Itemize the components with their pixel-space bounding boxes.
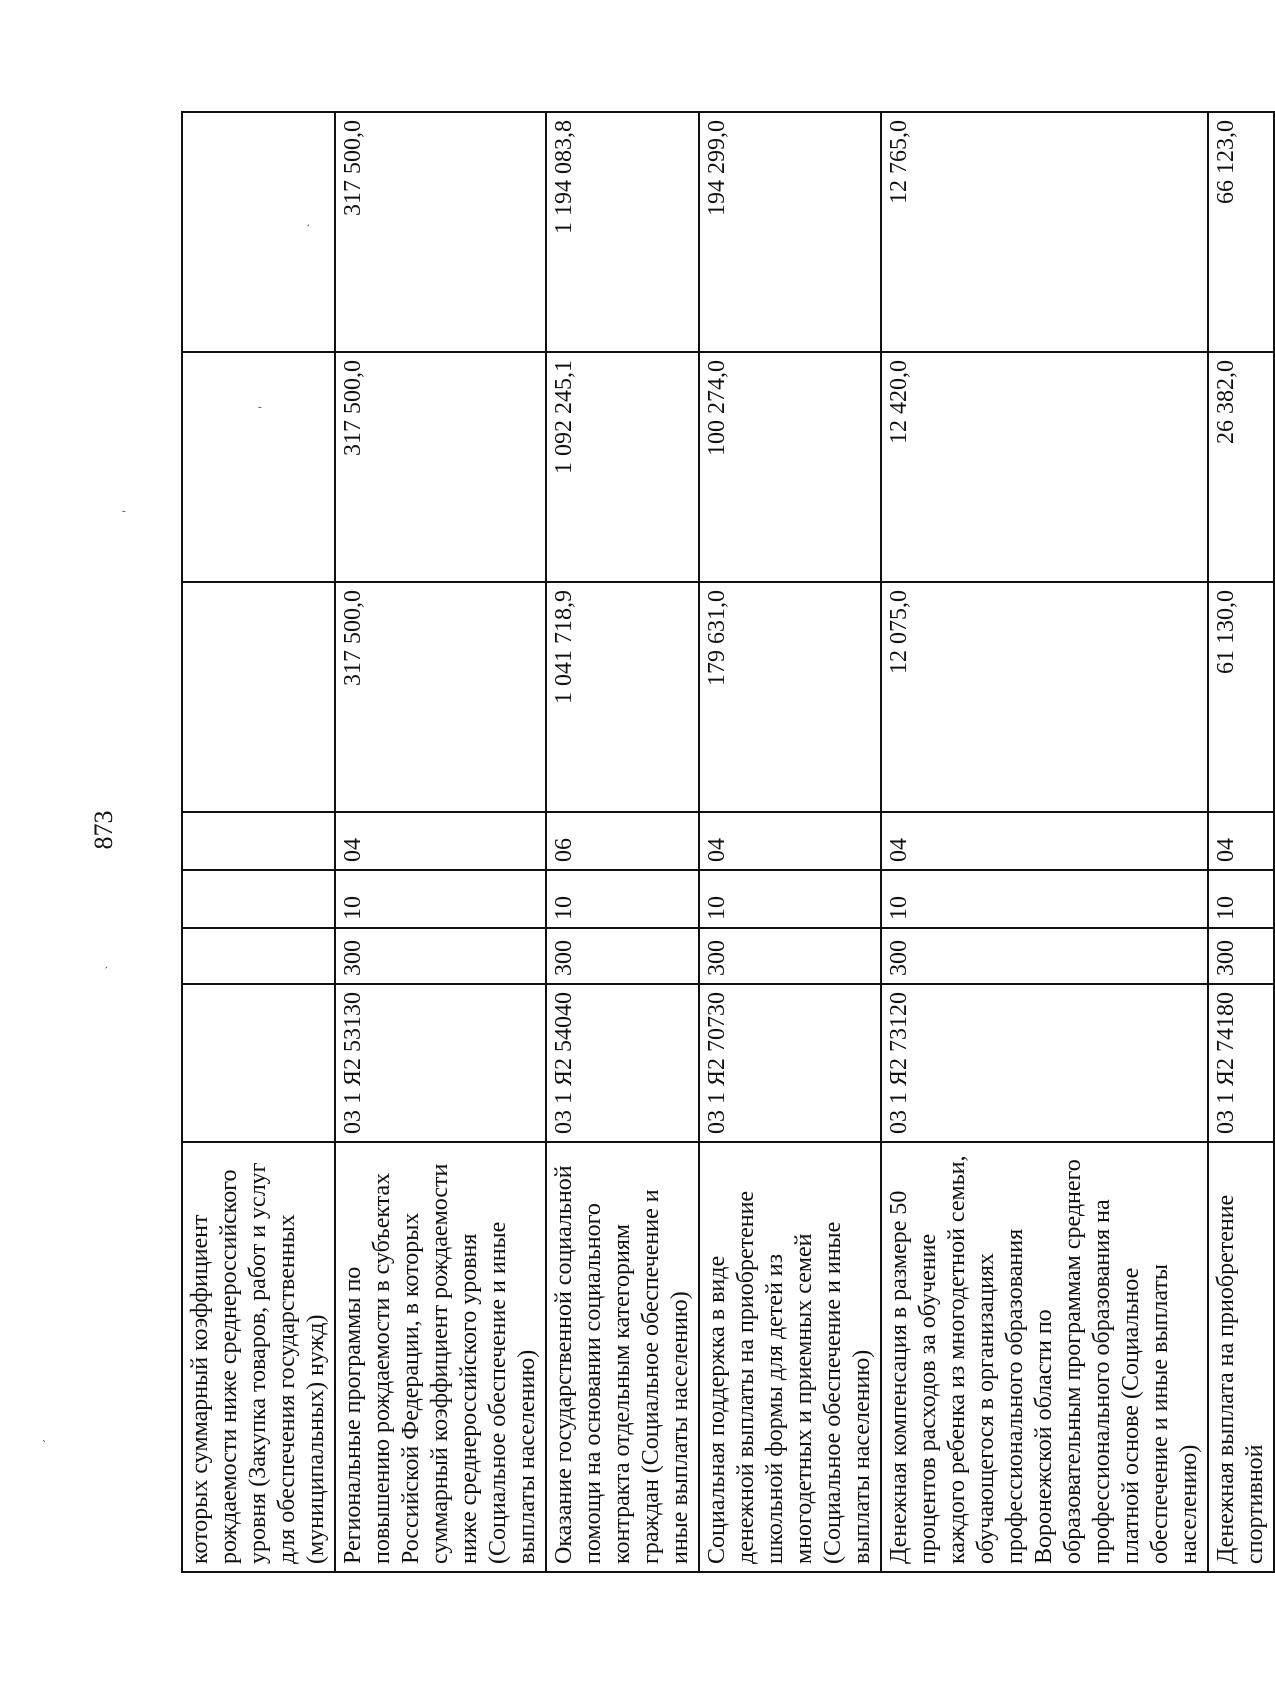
amount-year-3 [182, 112, 335, 352]
section-code: 10 [546, 870, 699, 928]
scan-speck: ˉ [122, 508, 126, 522]
section-code: 10 [335, 870, 546, 928]
expense-type-code: 300 [546, 928, 699, 984]
subsection-code: 06 [546, 812, 699, 870]
amount-year-3: 194 299,0 [699, 112, 881, 352]
table-row [699, 112, 881, 1572]
amount-year-1 [182, 582, 335, 812]
row-description: Денежная выплата на приобретение спортивной [1208, 1142, 1274, 1572]
subsection-code: 04 [699, 812, 881, 870]
section-code: 10 [699, 870, 881, 928]
row-description: Социальная поддержка в виде денежной выплаты на приобретение школьной формы для детей из многодетных и приемных семей (Социальное обеспечение и иные выплаты населению) [699, 1142, 881, 1572]
subsection-code: 04 [881, 812, 1208, 870]
amount-year-3: 12 765,0 [881, 112, 1208, 352]
table-body [182, 112, 1274, 1572]
budget-table [181, 111, 1275, 1573]
row-description: Оказание государственной социальной помощи на основании социального контракта отдельным категориям граждан (Социальное обеспечение и иные выплаты населению) [546, 1142, 699, 1572]
expense-type-code: 300 [1208, 928, 1274, 984]
amount-year-1: 1 041 718,9 [546, 582, 699, 812]
table-row [881, 112, 1208, 1572]
table-row [546, 112, 699, 1572]
amount-year-2: 1 092 245,1 [546, 352, 699, 582]
target-article-code: 03 1 Я2 53130 [335, 984, 546, 1142]
expense-type-code: 300 [335, 928, 546, 984]
amount-year-3: 317 500,0 [335, 112, 546, 352]
expense-type-code [182, 928, 335, 984]
section-code [182, 870, 335, 928]
scan-speck: ˏ [306, 213, 310, 227]
scan-speck: ˏ [104, 955, 108, 969]
rotated-page-content [181, 113, 1268, 1573]
row-description: Денежная компенсация в размере 50 процентов расходов за обучение каждого ребенка из многодетной семьи, обучающегося в организациях профессионального образования Воронежской области по образовательным программам среднего профессионального образования на платной основе (Социальное обеспечение и иные выплаты населению) [881, 1142, 1208, 1572]
target-article-code: 03 1 Я2 70730 [699, 984, 881, 1142]
amount-year-2 [182, 352, 335, 582]
subsection-code: 04 [1208, 812, 1274, 870]
amount-year-1: 61 130,0 [1208, 582, 1274, 812]
target-article-code: 03 1 Я2 54040 [546, 984, 699, 1142]
amount-year-3: 1 194 083,8 [546, 112, 699, 352]
expense-type-code: 300 [881, 928, 1208, 984]
amount-year-1: 12 075,0 [881, 582, 1208, 812]
amount-year-2: 317 500,0 [335, 352, 546, 582]
table-row [1208, 112, 1274, 1572]
target-article-code: 03 1 Я2 74180 [1208, 984, 1274, 1142]
target-article-code: 03 1 Я2 73120 [881, 984, 1208, 1142]
amount-year-2: 100 274,0 [699, 352, 881, 582]
row-description: Региональные программы по повышению рождаемости в субъектах Российской Федерации, в которых суммарный коэффициент рождаемости ниже среднероссийского уровня (Социальное обеспечение и иные выплаты населению) [335, 1142, 546, 1572]
section-code: 10 [1208, 870, 1274, 928]
expense-type-code: 300 [699, 928, 881, 984]
table-row [182, 112, 335, 1572]
table-row [335, 112, 546, 1572]
amount-year-1: 179 631,0 [699, 582, 881, 812]
amount-year-2: 26 382,0 [1208, 352, 1274, 582]
subsection-code [182, 812, 335, 870]
amount-year-2: 12 420,0 [881, 352, 1208, 582]
amount-year-1: 317 500,0 [335, 582, 546, 812]
target-article-code [182, 984, 335, 1142]
scan-speck: ˉ [258, 404, 262, 418]
page-number: 873 [89, 810, 118, 850]
subsection-code: 04 [335, 812, 546, 870]
row-description: которых суммарный коэффициент рождаемости ниже среднероссийского уровня (Закупка товаров, работ и услуг для обеспечения государственных (муниципальных) нужд) [182, 1142, 335, 1572]
scan-speck: ˋ [42, 1438, 46, 1452]
amount-year-3: 66 123,0 [1208, 112, 1274, 352]
section-code: 10 [881, 870, 1208, 928]
